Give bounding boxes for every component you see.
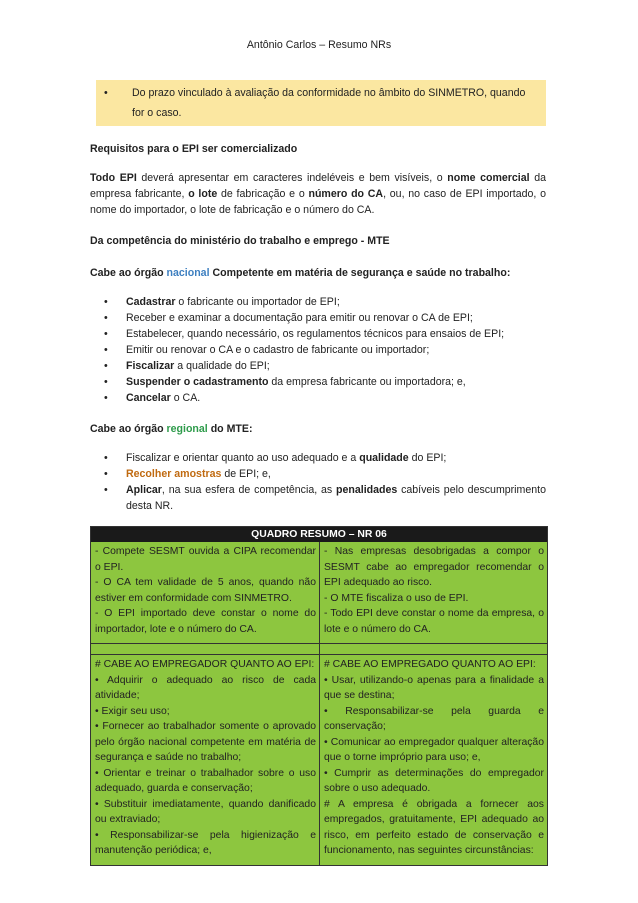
cell-row1-left [91, 542, 319, 643]
cell-line: • Usar, utilizando-o apenas para a finalidade a que se destina; [324, 674, 544, 701]
bullet-icon: • [104, 376, 108, 388]
list-regional [90, 450, 546, 514]
bold-span: Suspender o cadastramento [126, 376, 269, 388]
highlighted-text: Do prazo vinculado à avaliação da conformidade no âmbito do SINMETRO, quando for o caso. [132, 87, 526, 119]
cell-line: - O CA tem validade de 5 anos, quando não estiver em conformidade com SINMETRO. [95, 577, 316, 604]
bold-span: qualidade [359, 452, 409, 464]
cell-line: # CABE AO EMPREGADO QUANTO AO EPI: [324, 659, 536, 670]
text-span: Competente em matéria de segurança e saúde no trabalho: [209, 267, 511, 279]
cell-line: • Comunicar ao empregador qualquer alteração que o torne impróprio para uso; e, [324, 736, 544, 763]
cell-line: # CABE AO EMPREGADOR QUANTO AO EPI: [95, 659, 315, 670]
cell-line: • Responsabilizar-se pela higienização e manutenção periódica; e, [95, 829, 316, 856]
cell-line: - Nas empresas desobrigadas a compor o SESMT cabe ao empregador recomendar o EPI adequado ao risco. [324, 546, 544, 588]
list-item [90, 466, 546, 482]
cell-line: - O MTE fiscaliza o uso de EPI. [324, 592, 469, 604]
text-span: cabíveis pelo descumprimento desta NR. [126, 484, 546, 512]
list-item [90, 294, 546, 310]
table-title: QUADRO RESUMO – NR 06 [91, 527, 547, 542]
list-nacional [90, 294, 546, 406]
cell-row2-right [319, 655, 547, 865]
list-item [90, 390, 546, 406]
bold-span: Aplicar [126, 484, 162, 496]
bullet-icon: • [104, 296, 108, 308]
cell-line: • Adquirir o adequado ao risco de cada atividade; [95, 674, 316, 701]
cell-row1-right [319, 542, 547, 643]
bold-span: penalidades [336, 484, 398, 496]
highlighted-bullet [96, 80, 546, 126]
heading-comercializado: Requisitos para o EPI ser comercializado [90, 143, 298, 155]
list-item [90, 342, 546, 358]
text-span: o fabricante ou importador de EPI; [175, 296, 340, 308]
bullet-icon: • [104, 484, 108, 496]
list-item [90, 450, 546, 466]
list-item [90, 358, 546, 374]
list-item [90, 310, 546, 326]
text-span: de EPI; e, [221, 468, 271, 480]
cell-line: • Fornecer ao trabalhador somente o aprovado pelo órgão nacional competente em matéria de segurança e saúde no trabalho; [95, 721, 316, 763]
bold-span: Cadastrar [126, 296, 176, 308]
text-span: Estabelecer, quando necessário, os regulamentos técnicos para ensaios de EPI; [126, 328, 505, 340]
text-span: o CA. [170, 392, 201, 404]
text-span: Cabe ao órgão [90, 267, 167, 279]
cell-line: • Cumprir as determinações do empregador sobre o uso adequado. [324, 767, 544, 794]
cell-line: # A empresa é obrigada a fornecer aos empregados, gratuitamente, EPI adequado ao risco, em perfeito estado de conservação e funcionamento, nas seguintes circunstâncias: [324, 798, 544, 856]
text-span: do EPI; [408, 452, 447, 464]
bullet-icon: • [104, 328, 108, 340]
cell-line: • Substituir imediatamente, quando danificado ou extraviado; [95, 798, 316, 825]
text-span: de fabricação e o [217, 188, 309, 200]
page-header: Antônio Carlos – Resumo NRs [246, 39, 392, 51]
cell-line: - Todo EPI deve constar o nome da empresa, o lote e o número do CA. [324, 608, 544, 635]
cell-line: - Compete SESMT ouvida a CIPA recomendar o EPI. [95, 546, 316, 573]
text-span: a qualidade do EPI; [174, 360, 270, 372]
cell-line: - O EPI importado deve constar o nome do importador, lote e o número do CA. [95, 608, 316, 635]
document-body [90, 80, 546, 866]
cell-row2-left [91, 655, 319, 865]
text-span: , na sua esfera de competência, as [161, 484, 337, 496]
text-span: do MTE: [207, 423, 253, 435]
table-spacer-row [91, 643, 547, 654]
bold-nome-comercial: nome comercial [447, 172, 530, 184]
bullet-icon: • [104, 392, 108, 404]
bold-numero-ca: número do CA [308, 188, 384, 200]
bullet-icon: • [104, 87, 108, 99]
table-row [91, 542, 547, 643]
bullet-icon: • [104, 468, 108, 480]
bullet-icon: • [104, 344, 108, 356]
cell-line: • Responsabilizar-se pela guarda e conservação; [324, 705, 544, 732]
heading-nacional [90, 264, 546, 282]
bullet-icon: • [104, 360, 108, 372]
text-span: deverá apresentar em caracteres indeléveis e bem visíveis, o [136, 172, 448, 184]
bold-o-lote: o lote [188, 188, 218, 200]
cell-line: • Exigir seu uso; [95, 705, 170, 717]
list-item [90, 326, 546, 342]
text-span: da empresa fabricante ou importadora; e, [268, 376, 466, 388]
text-span: Receber e examinar a documentação para emitir ou renovar o CA de EPI; [126, 312, 473, 324]
text-span: Emitir ou renovar o CA e o cadastro de fabricante ou importador; [126, 344, 430, 356]
colored-recolher: Recolher amostras [126, 468, 222, 480]
quadro-resumo-table [90, 526, 548, 866]
heading-regional [90, 420, 546, 438]
text-span: da empresa fabricante, [90, 172, 546, 200]
heading-mte: Da competência do ministério do trabalho e emprego - MTE [90, 235, 390, 247]
bullet-icon: • [104, 452, 108, 464]
bold-todo-epi: Todo EPI [90, 172, 137, 184]
table-row [91, 654, 547, 865]
text-span: , ou, no caso de EPI importado, o nome do importador, o lote de fabricação e o número do CA. [90, 188, 546, 216]
bold-span: Cancelar [126, 392, 171, 404]
text-span: Cabe ao órgão [90, 423, 167, 435]
bold-span: Fiscalizar [126, 360, 175, 372]
text-span: Fiscalizar e orientar quanto ao uso adequado e a [126, 452, 360, 464]
cell-line: • Orientar e treinar o trabalhador sobre o uso adequado, guarda e conservação; [95, 767, 316, 794]
list-item [90, 482, 546, 514]
colored-regional: regional [166, 423, 208, 435]
paragraph-todo-epi [90, 170, 546, 218]
list-item [90, 374, 546, 390]
colored-nacional: nacional [166, 267, 210, 279]
bullet-icon: • [104, 312, 108, 324]
